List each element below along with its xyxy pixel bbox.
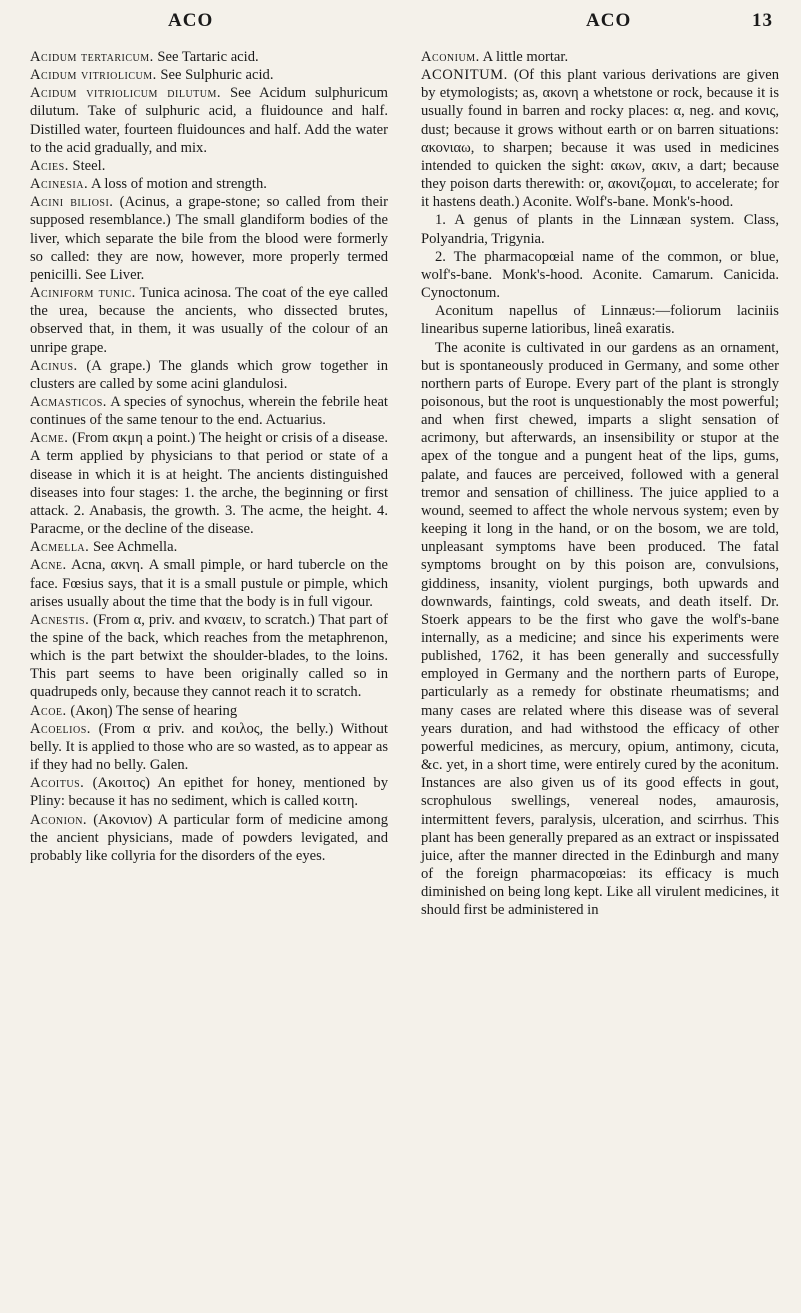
dictionary-entry: [30, 811, 388, 865]
page-number: 13: [752, 10, 773, 31]
entry-headword: Acnestis.: [30, 611, 90, 628]
dictionary-entry: [421, 248, 779, 302]
dictionary-entry: [30, 538, 388, 556]
entry-headword: ACONITUM.: [421, 67, 508, 84]
right-column: [421, 48, 779, 920]
entry-text: (Ακοη) The sense of hearing: [66, 702, 238, 719]
dictionary-entry: [421, 211, 779, 247]
entry-headword: Acinus.: [30, 357, 78, 374]
dictionary-entry: [30, 702, 388, 720]
entry-headword: Acinesia.: [30, 176, 89, 193]
entry-headword: Acies.: [30, 157, 69, 174]
entry-headword: Aconion.: [30, 811, 88, 828]
entry-text: A loss of motion and strength.: [88, 176, 267, 193]
dictionary-entry: [421, 339, 779, 920]
entry-text: (From α priv. and κοιλος, the belly.) Without belly. It is applied to those who are so wasted, as to appear as if they had no belly. Galen.: [30, 720, 388, 774]
dictionary-entry: [30, 284, 388, 357]
entry-text: (Of this plant various derivations are given by etymologists; as, ακονη a whetstone or rock, because it is usually found in barren and rocky places: α, neg. and κονις, dust; because it grows without earth or on barren situations: ακονιαω, to sharpen; because it was used in medicines intended to quicken the sight: ακων, ακιν, a dart; because they poison darts therewith: or, ακονιζομαι, to accelerate; for it hastens death.) Aconite. Wolf's-bane. Monk's-hood.: [421, 67, 779, 211]
entry-text: Tunica acinosa. The coat of the eye called the urea, because the ancients, who dissected brutes, observed that, in them, it was usually of the colour of an unripe grape.: [30, 285, 388, 356]
entry-text: 2. The pharmacopœial name of the common, or blue, wolf's-bane. Monk's-hood. Aconite. Camarum. Canicida. Cynoctonum.: [421, 248, 779, 302]
entry-text: The aconite is cultivated in our gardens as an ornament, but is spontaneously produced in Germany, and some other northern parts of Europe. Every part of the plant is strongly poisonous, but the root is unquestionably the most powerful; and when first chewed, imparts a slight sensation of acrimony, but afterwards, an insensibility or stupor at the apex of the tongue and a pungent heat of the lips, gums, palate, and fauces are perceived, followed with a general tremor and sensation of chilliness. The juice applied to a wound, seemed to affect the whole nervous system; even by keeping it long in the hand, or on the bosom, we are told, unpleasant symptoms have been produced. The fatal symptoms brought on by this poison are, convulsions, giddiness, insanity, violent purgings, both upwards and downwards, faintings, cold sweats, and death itself. Dr. Stoerk appears to be the first who gave the wolf's-bane internally, as a medicine; and since his experiments were published, 1762, it has been generally and successfully employed in Germany and the northern parts of Europe, particularly as a remedy for obstinate rheumatisms; and many cases are related where this disease was of several years duration, and had withstood the efficacy of other powerful medicines, as mercury, opium, antimony, cicuta, &c. yet, in a short time, were entirely cured by the aconitum. Instances are also given us of its good effects in gout, scrophulous swellings, venereal nodes, amaurosis, intermittent fevers, paralysis, ulceration, and scirrhus. This plant has been generally prepared as an extract or inspissated juice, after the manner directed in the Edinburgh and many of the foreign pharmacopœias: its efficacy is much diminished on being long kept. Like all virulent medicines, it should first be administered in: [421, 339, 779, 919]
entry-text: Aconitum napellus of Linnæus:—foliorum laciniis linearibus superne latioribus, lineâ exaratis.: [421, 303, 779, 338]
running-head: [30, 10, 779, 38]
entry-text: (From ακμη a point.) The height or crisis of a disease. A term applied by physicians to that period or state of a disease in which it is at height. The ancients distinguished diseases into four stages: 1. the arche, the beginning or first attack. 2. Anabasis, the growth. 3. The acme, the height. 4. Paracme, or the decline of the disease.: [30, 430, 388, 538]
entry-text: A little mortar.: [479, 49, 569, 65]
dictionary-entry: [421, 48, 779, 66]
dictionary-entry: [30, 556, 388, 610]
dictionary-entry: [421, 66, 779, 211]
dictionary-entry: [30, 84, 388, 157]
entry-headword: Acne.: [30, 557, 67, 574]
entry-text: Acna, ακνη. A small pimple, or hard tubercle on the face. Fœsius says, that it is a small pustule or pimple, which arises usually about the time that the body is in full vigour.: [30, 557, 388, 610]
dictionary-entry: [30, 193, 388, 284]
entry-headword: Acmella.: [30, 539, 90, 556]
dictionary-entry: [30, 357, 388, 393]
left-column: [30, 48, 388, 920]
dictionary-entry: [421, 302, 779, 338]
entry-headword: Acme.: [30, 430, 69, 447]
entry-text: (Ακοιτος) An epithet for honey, mentioned by Pliny: because it has no sediment, which is called κοιτη.: [30, 775, 388, 810]
entry-headword: Acoe.: [30, 702, 67, 719]
entry-headword: Acmasticos.: [30, 393, 107, 410]
entry-text: Steel.: [68, 157, 106, 174]
entry-text: (Ακονιον) A particular form of medicine among the ancient physicians, made of powders levigated, and probably like collyria for the disorders of the eyes.: [30, 811, 388, 864]
entry-headword: Acoitus.: [30, 775, 85, 792]
entry-text: (A grape.) The glands which grow together in clusters are called by some acini glandulosi.: [30, 357, 388, 392]
running-head-right: ACO: [586, 10, 632, 31]
text-columns: [30, 48, 779, 920]
dictionary-entry: [30, 720, 388, 774]
dictionary-entry: [30, 48, 388, 66]
dictionary-entry: [30, 774, 388, 810]
entry-text: See Acidum sulphuricum dilutum. Take of sulphuric acid, a fluidounce and half. Distilled water, fourteen fluidounces and half. Add the water to the acid gradually, and mix.: [30, 85, 388, 156]
entry-headword: Aciniform tunic.: [30, 285, 136, 302]
entry-headword: Acoelios.: [30, 720, 91, 737]
entry-text: (From α, priv. and κναειν, to scratch.) That part of the spine of the back, which reaches from the metaphrenon, which is the part betwixt the shoulder-blades, to the loins. This part seems to have been originally called so in quadrupeds only, because they cannot reach it to scratch.: [30, 611, 388, 701]
running-head-left: ACO: [168, 10, 214, 31]
dictionary-entry: [30, 611, 388, 702]
entry-headword: Acidum vitriolicum.: [30, 67, 157, 84]
entry-headword: Acini biliosi.: [30, 194, 114, 211]
dictionary-entry: [30, 157, 388, 175]
entry-text: See Sulphuric acid.: [156, 67, 274, 84]
entry-text: A species of synochus, wherein the febrile heat continues of the same tenour to the end. Actuarius.: [30, 393, 388, 429]
dictionary-entry: [30, 66, 388, 84]
entry-text: See Achmella.: [89, 539, 178, 556]
dictionary-entry: [30, 429, 388, 538]
dictionary-entry: [30, 393, 388, 429]
dictionary-entry: [30, 175, 388, 193]
entry-headword: Aconium.: [421, 49, 480, 65]
entry-text: (Acinus, a grape-stone; so called from their supposed resemblance.) The small glandiform bodies of the liver, which separate the bile from the blood were formerly so called: they are now, however, more properly termed penicilli. See Liver.: [30, 194, 388, 283]
entry-text: See Tartaric acid.: [153, 49, 259, 65]
entry-headword: Acidum vitriolicum dilutum.: [30, 85, 222, 102]
entry-headword: Acidum tertaricum.: [30, 49, 154, 65]
entry-text: 1. A genus of plants in the Linnæan system. Class, Polyandria, Trigynia.: [421, 212, 779, 247]
